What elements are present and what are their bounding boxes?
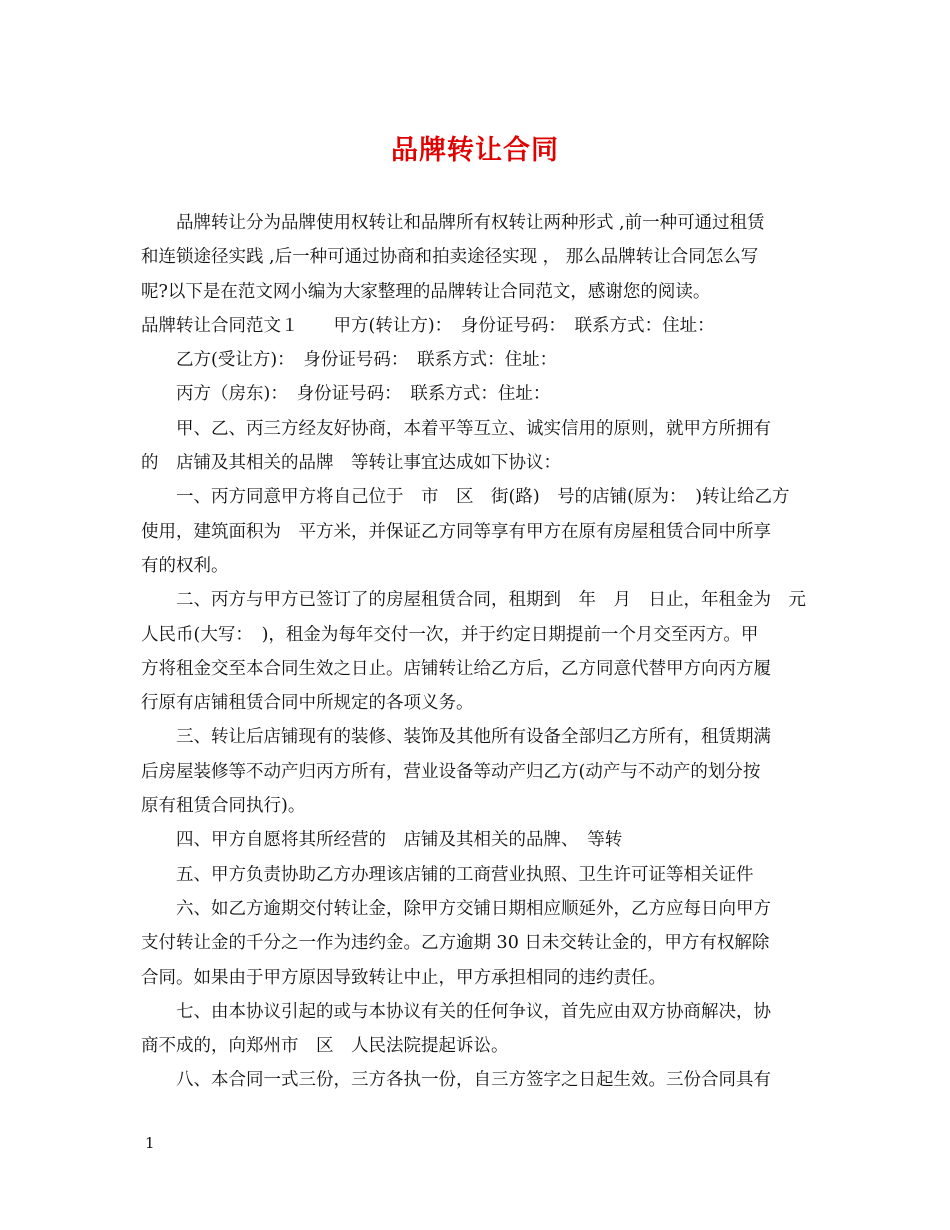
page-number: 1 [145, 1134, 155, 1152]
paragraph-line: 原有租赁合同执行)。 [141, 796, 306, 817]
paragraph-line: 一、丙方同意甲方将自己位于 市 区 街(路) 号的店铺(原为： )转让给乙方 [176, 487, 790, 508]
paragraph-line: 呢?以下是在范文网小编为大家整理的品牌转让合同范文，感谢您的阅读。 [141, 281, 711, 302]
paragraph-line: 四、甲方自愿将其所经营的 店铺及其相关的品牌、 等转 [176, 830, 623, 851]
paragraph-line: 的 店铺及其相关的品牌 等转让事宜达成如下协议： [141, 453, 561, 474]
paragraph-line: 二、丙方与甲方已签订了的房屋租赁合同，租期到 年 月 日止，年租金为 元 [176, 590, 806, 611]
paragraph-line: 方将租金交至本合同生效之日止。店铺转让给乙方后，乙方同意代替甲方向丙方履 [141, 658, 771, 679]
paragraph-line: 使用，建筑面积为 平方米，并保证乙方同等享有甲方在原有房屋租赁合同中所享 [141, 521, 771, 542]
paragraph-line: 人民币(大写： )，租金为每年交付一次，并于约定日期提前一个月交至丙方。甲 [141, 624, 759, 645]
paragraph-line: 和连锁途径实践 ,后一种可通过协商和拍卖途径实现 ， 那么品牌转让合同怎么写 [141, 247, 759, 268]
paragraph-line: 三、转让后店铺现有的装修、装饰及其他所有设备全部归乙方所有，租赁期满 [176, 727, 771, 748]
document-body [141, 206, 813, 1098]
paragraph-line: 有的权利。 [141, 555, 229, 576]
paragraph-line: 七、由本协议引起的或与本协议有关的任何争议，首先应由双方协商解决，协 [176, 1001, 771, 1022]
paragraph-line: 合同。如果由于甲方原因导致转让中止，甲方承担相同的违约责任。 [141, 967, 666, 988]
paragraph-line: 五、甲方负责协助乙方办理该店铺的工商营业执照、卫生许可证等相关证件 [176, 864, 754, 885]
document-title: 品牌转让合同 [391, 135, 559, 166]
paragraph-line: 后房屋装修等不动产归丙方所有，营业设备等动产归乙方(动产与不动产的划分按 [141, 761, 761, 782]
paragraph-line: 丙方（房东)： 身份证号码： 联系方式：住址： [176, 384, 551, 405]
paragraph-line: 乙方(受让方)： 身份证号码： 联系方式：住址： [176, 350, 558, 371]
paragraph-line: 品牌转让合同范文１ 甲方(转让方)： 身份证号码： 联系方式：住址： [141, 315, 715, 336]
paragraph-line: 支付转让金的千分之一作为违约金。乙方逾期 30 日未交转让金的，甲方有权解除 [141, 933, 770, 954]
paragraph-line: 行原有店铺租赁合同中所规定的各项义务。 [141, 693, 474, 714]
paragraph-line: 品牌转让分为品牌使用权转让和品牌所有权转让两种形式 ,前一种可通过租赁 [176, 213, 765, 233]
paragraph-line: 六、如乙方逾期交付转让金，除甲方交铺日期相应顺延外，乙方应每日向甲方 [176, 898, 771, 919]
paragraph-line: 甲、乙、丙三方经友好协商，本着平等互立、诚实信用的原则，就甲方所拥有 [176, 418, 771, 439]
paragraph-line: 八、本合同一式三份，三方各执一份，自三方签字之日起生效。三份合同具有 [176, 1070, 771, 1091]
paragraph-line: 商不成的，向郑州市 区 人民法院提起诉讼。 [141, 1036, 509, 1057]
